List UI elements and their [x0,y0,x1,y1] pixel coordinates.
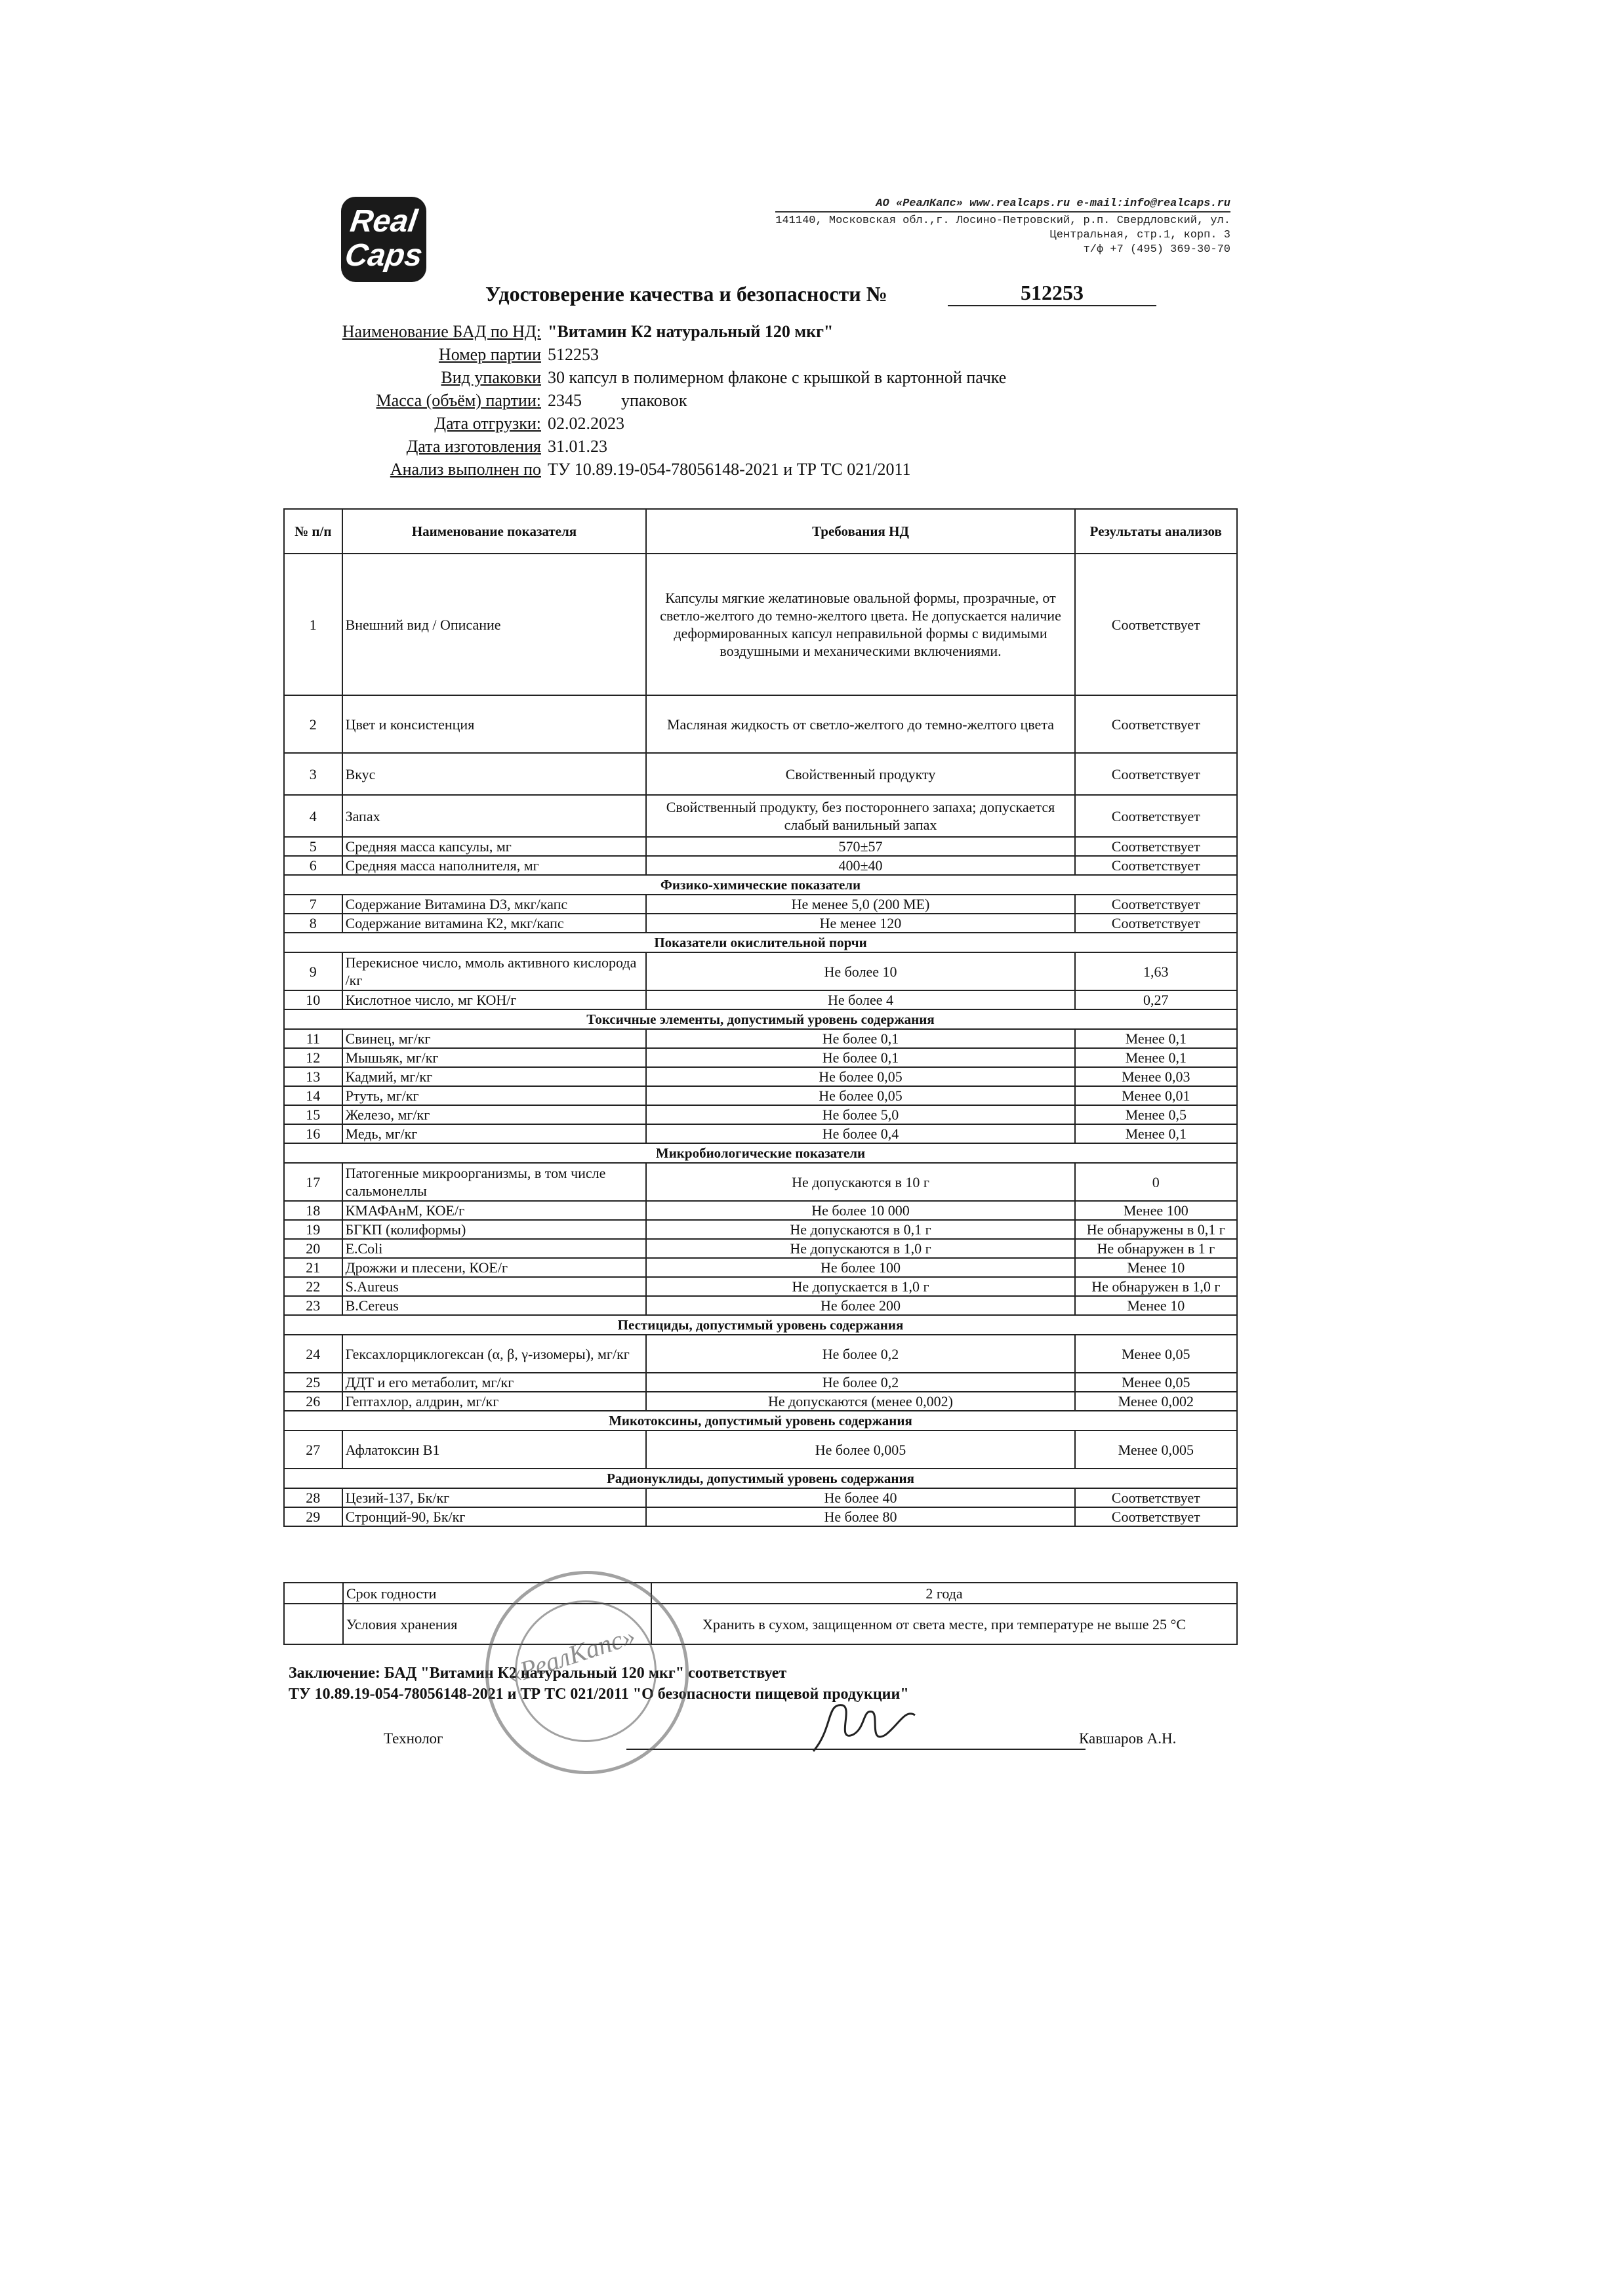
row-indicator: ДДТ и его метаболит, мг/кг [342,1373,647,1392]
field-value: 30 капсул в полимерном флаконе с крышкой в картонной пачке [548,368,1007,387]
table-row [284,1124,1237,1143]
row-number: 17 [284,1163,342,1201]
row-result: Соответствует [1075,856,1237,875]
row-requirement: Не более 0,4 [646,1124,1074,1143]
table-row [284,1239,1237,1258]
row-requirement: Свойственный продукту [646,753,1074,795]
row-requirement: 570±57 [646,837,1074,856]
section-row [284,875,1237,895]
table-row [284,1258,1237,1277]
row-indicator: Гептахлор, алдрин, мг/кг [342,1392,647,1411]
row-number: 14 [284,1086,342,1105]
row-indicator: E.Coli [342,1239,647,1258]
row-number: 5 [284,837,342,856]
field-row [302,389,1006,412]
company-address-line-2: Центральная, стр.1, корп. 3 [1049,229,1230,241]
header-results: Результаты анализов [1075,509,1237,554]
row-result: Соответствует [1075,914,1237,933]
field-label: Масса (объём) партии: [376,391,541,410]
row-requirement: Не допускаются (менее 0,002) [646,1392,1074,1411]
row-indicator: Содержание витамина К2, мкг/капс [342,914,647,933]
row-requirement: Не допускаются в 0,1 г [646,1220,1074,1239]
row-result: Менее 0,5 [1075,1105,1237,1124]
field-value: 2345 [548,391,582,410]
field-label: Наименование БАД по НД: [342,322,541,341]
row-indicator: B.Cereus [342,1296,647,1315]
table-row [284,795,1237,837]
row-result: Соответствует [1075,695,1237,753]
row-result: Менее 0,002 [1075,1392,1237,1411]
row-number: 13 [284,1067,342,1086]
field-label: Анализ выполнен по [390,460,541,479]
row-indicator: Медь, мг/кг [342,1124,647,1143]
row-number: 9 [284,952,342,990]
row-indicator: Кадмий, мг/кг [342,1067,647,1086]
row-indicator: Цезий-137, Бк/кг [342,1488,647,1507]
row-indicator: Афлатоксин В1 [342,1431,647,1469]
row-result: Менее 0,1 [1075,1124,1237,1143]
table-row [284,1335,1237,1373]
row-result: Менее 0,05 [1075,1335,1237,1373]
storage-row [284,1604,1237,1644]
conclusion-line-2: ТУ 10.89.19-054-78056148-2021 и ТР ТС 021/2011 "О безопасности пищевой продукции" [289,1686,909,1703]
section-title: Показатели окислительной порчи [284,933,1237,952]
row-indicator: Кислотное число, мг КОН/г [342,990,647,1009]
field-row [302,412,1006,435]
row-number: 7 [284,895,342,914]
row-result: Менее 100 [1075,1201,1237,1220]
table-row [284,895,1237,914]
table-row [284,1163,1237,1201]
row-number: 22 [284,1277,342,1296]
section-title: Микотоксины, допустимый уровень содержания [284,1411,1237,1431]
table-row [284,753,1237,795]
row-requirement: Не более 80 [646,1507,1074,1526]
row-number: 1 [284,554,342,695]
company-contacts: АО «РеалКапс» www.realcaps.ru e-mail:info@realcaps.ru [876,197,1230,210]
section-row [284,1143,1237,1163]
row-number: 28 [284,1488,342,1507]
row-indicator: Дрожжи и плесени, КОЕ/г [342,1258,647,1277]
row-result: Не обнаружен в 1,0 г [1075,1277,1237,1296]
row-indicator: Запах [342,795,647,837]
row-indicator: Вкус [342,753,647,795]
row-requirement: 400±40 [646,856,1074,875]
row-requirement: Не допускаются в 1,0 г [646,1239,1074,1258]
field-value: 31.01.23 [548,437,607,456]
field-value: ТУ 10.89.19-054-78056148-2021 и ТР ТС 021/2011 [548,460,911,479]
table-row [284,856,1237,875]
row-result: Менее 10 [1075,1258,1237,1277]
row-number: 4 [284,795,342,837]
realcaps-logo [341,197,426,282]
row-result: Соответствует [1075,837,1237,856]
row-result: Менее 10 [1075,1296,1237,1315]
row-result: 0,27 [1075,990,1237,1009]
signoff-name: Кавшаров А.Н. [1079,1730,1177,1747]
row-requirement: Не более 4 [646,990,1074,1009]
table-row [284,1392,1237,1411]
row-requirement: Не более 0,2 [646,1373,1074,1392]
field-row [302,343,1006,366]
row-requirement: Не более 0,005 [646,1431,1074,1469]
table-row [284,1431,1237,1469]
row-number: 11 [284,1029,342,1048]
row-indicator: Внешний вид / Описание [342,554,647,695]
table-row [284,1373,1237,1392]
row-indicator: S.Aureus [342,1277,647,1296]
row-requirement: Не более 5,0 [646,1105,1074,1124]
table-row [284,837,1237,856]
field-row [302,458,1006,481]
row-number: 27 [284,1431,342,1469]
logo-line-1: Real [348,204,420,239]
certificate-number: 512253 [948,281,1156,306]
row-requirement: Не менее 120 [646,914,1074,933]
row-requirement: Не более 0,1 [646,1048,1074,1067]
storage-value: Хранить в сухом, защищенном от света месте, при температуре не выше 25 °С [651,1604,1237,1644]
row-number: 26 [284,1392,342,1411]
table-row [284,554,1237,695]
analysis-table [283,508,1238,1527]
company-address [775,197,1230,257]
row-number: 24 [284,1335,342,1373]
row-requirement: Не допускается в 1,0 г [646,1277,1074,1296]
row-number: 8 [284,914,342,933]
row-requirement: Не более 40 [646,1488,1074,1507]
section-title: Радионуклиды, допустимый уровень содержания [284,1469,1237,1488]
row-result: Не обнаружены в 0,1 г [1075,1220,1237,1239]
row-requirement: Капсулы мягкие желатиновые овальной формы, прозрачные, от светло-желтого до темно-желтого цвета. Не допускается наличие деформированных капсул неправильной формы с видимыми воздушными и механическими включениями. [646,554,1074,695]
table-header-row [284,509,1237,554]
row-requirement: Не более 0,05 [646,1067,1074,1086]
row-indicator: Содержание Витамина D3, мкг/капс [342,895,647,914]
row-number: 12 [284,1048,342,1067]
row-number: 10 [284,990,342,1009]
row-number: 21 [284,1258,342,1277]
row-indicator: Стронций-90, Бк/кг [342,1507,647,1526]
table-row [284,1105,1237,1124]
section-title: Токсичные элементы, допустимый уровень содержания [284,1009,1237,1029]
row-requirement: Не более 0,1 [646,1029,1074,1048]
row-result: Менее 0,1 [1075,1029,1237,1048]
table-row [284,914,1237,933]
row-number: 15 [284,1105,342,1124]
row-requirement: Не более 10 [646,952,1074,990]
row-number: 23 [284,1296,342,1315]
row-requirement: Свойственный продукту, без постороннего запаха; допускается слабый ванильный запах [646,795,1074,837]
field-label: Дата изготовления [406,437,541,456]
row-number: 6 [284,856,342,875]
field-value: 02.02.2023 [548,414,624,433]
section-title: Микробиологические показатели [284,1143,1237,1163]
row-indicator: Цвет и консистенция [342,695,647,753]
section-row [284,1469,1237,1488]
row-result: Не обнаружен в 1 г [1075,1239,1237,1258]
seal-text: «РеалКапс» [503,1620,639,1690]
logo-line-2: Caps [342,238,425,273]
section-row [284,1315,1237,1335]
conclusion-line-1: Заключение: БАД "Витамин К2 натуральный 120 мкг" соответствует [289,1665,787,1682]
row-result: Соответствует [1075,895,1237,914]
field-label: Вид упаковки [441,368,541,387]
row-number: 18 [284,1201,342,1220]
row-result: Менее 0,1 [1075,1048,1237,1067]
row-result: 0 [1075,1163,1237,1201]
table-row [284,1029,1237,1048]
row-result: Менее 0,05 [1075,1373,1237,1392]
header-indicator: Наименование показателя [342,509,647,554]
row-number: 25 [284,1373,342,1392]
section-title: Пестициды, допустимый уровень содержания [284,1315,1237,1335]
row-result: 1,63 [1075,952,1237,990]
row-result: Соответствует [1075,1488,1237,1507]
row-requirement: Не более 10 000 [646,1201,1074,1220]
shelf-life-row [284,1583,1237,1604]
table-row [284,1296,1237,1315]
row-requirement: Не допускаются в 10 г [646,1163,1074,1201]
row-number: 19 [284,1220,342,1239]
field-row [302,320,1006,343]
field-label: Номер партии [438,345,541,364]
row-result: Соответствует [1075,554,1237,695]
company-phone: т/ф +7 (495) 369-30-70 [1083,243,1230,256]
signature-icon [807,1689,918,1761]
row-result: Менее 0,005 [1075,1431,1237,1469]
table-row [284,1277,1237,1296]
row-indicator: Гексахлорциклогексан (α, β, γ-изомеры), мг/кг [342,1335,647,1373]
field-value: 512253 [548,345,599,364]
company-address-line: 141140, Московская обл.,г. Лосино-Петровский, р.п. Свердловский, ул. [775,211,1230,228]
product-details [302,320,1006,481]
row-result: Менее 0,01 [1075,1086,1237,1105]
table-row [284,1201,1237,1220]
row-requirement: Не более 0,05 [646,1086,1074,1105]
row-indicator: Свинец, мг/кг [342,1029,647,1048]
shelf-life-value: 2 года [651,1583,1237,1604]
header-requirements: Требования НД [646,509,1074,554]
field-row [302,366,1006,389]
table-row [284,1220,1237,1239]
row-number: 16 [284,1124,342,1143]
field-value: "Витамин К2 натуральный 120 мкг" [548,322,834,341]
signoff-role: Технолог [384,1730,443,1747]
row-number: 29 [284,1507,342,1526]
row-result: Соответствует [1075,1507,1237,1526]
table-row [284,1507,1237,1526]
field-row [302,435,1006,458]
header-number: № п/п [284,509,342,554]
row-requirement: Масляная жидкость от светло-желтого до темно-желтого цвета [646,695,1074,753]
field-label: Дата отгрузки: [434,414,541,433]
row-requirement: Не более 0,2 [646,1335,1074,1373]
row-number: 20 [284,1239,342,1258]
row-indicator: Железо, мг/кг [342,1105,647,1124]
row-indicator: КМАФАнМ, КОЕ/г [342,1201,647,1220]
table-row [284,990,1237,1009]
row-indicator: Патогенные микроорганизмы, в том числе сальмонеллы [342,1163,647,1201]
table-row [284,695,1237,753]
table-row [284,1086,1237,1105]
section-title: Физико-химические показатели [284,875,1237,895]
section-row [284,1009,1237,1029]
row-result: Соответствует [1075,795,1237,837]
section-row [284,1411,1237,1431]
row-indicator: Перекисное число, ммоль активного кислорода /кг [342,952,647,990]
row-indicator: Мышьяк, мг/кг [342,1048,647,1067]
table-row [284,1067,1237,1086]
table-row [284,1048,1237,1067]
row-indicator: Средняя масса наполнителя, мг [342,856,647,875]
shelf-life-label: Срок годности [343,1583,651,1604]
row-indicator: Ртуть, мг/кг [342,1086,647,1105]
row-number: 2 [284,695,342,753]
field-unit: упаковок [621,391,687,410]
row-requirement: Не более 200 [646,1296,1074,1315]
row-result: Соответствует [1075,753,1237,795]
row-requirement: Не менее 5,0 (200 МЕ) [646,895,1074,914]
table-row [284,1488,1237,1507]
table-row [284,952,1237,990]
storage-table [283,1582,1238,1645]
row-number: 3 [284,753,342,795]
row-requirement: Не более 100 [646,1258,1074,1277]
storage-label: Условия хранения [343,1604,651,1644]
row-result: Менее 0,03 [1075,1067,1237,1086]
document-title: Удостоверение качества и безопасности № [485,282,887,306]
row-indicator: БГКП (колиформы) [342,1220,647,1239]
section-row [284,933,1237,952]
row-indicator: Средняя масса капсулы, мг [342,837,647,856]
